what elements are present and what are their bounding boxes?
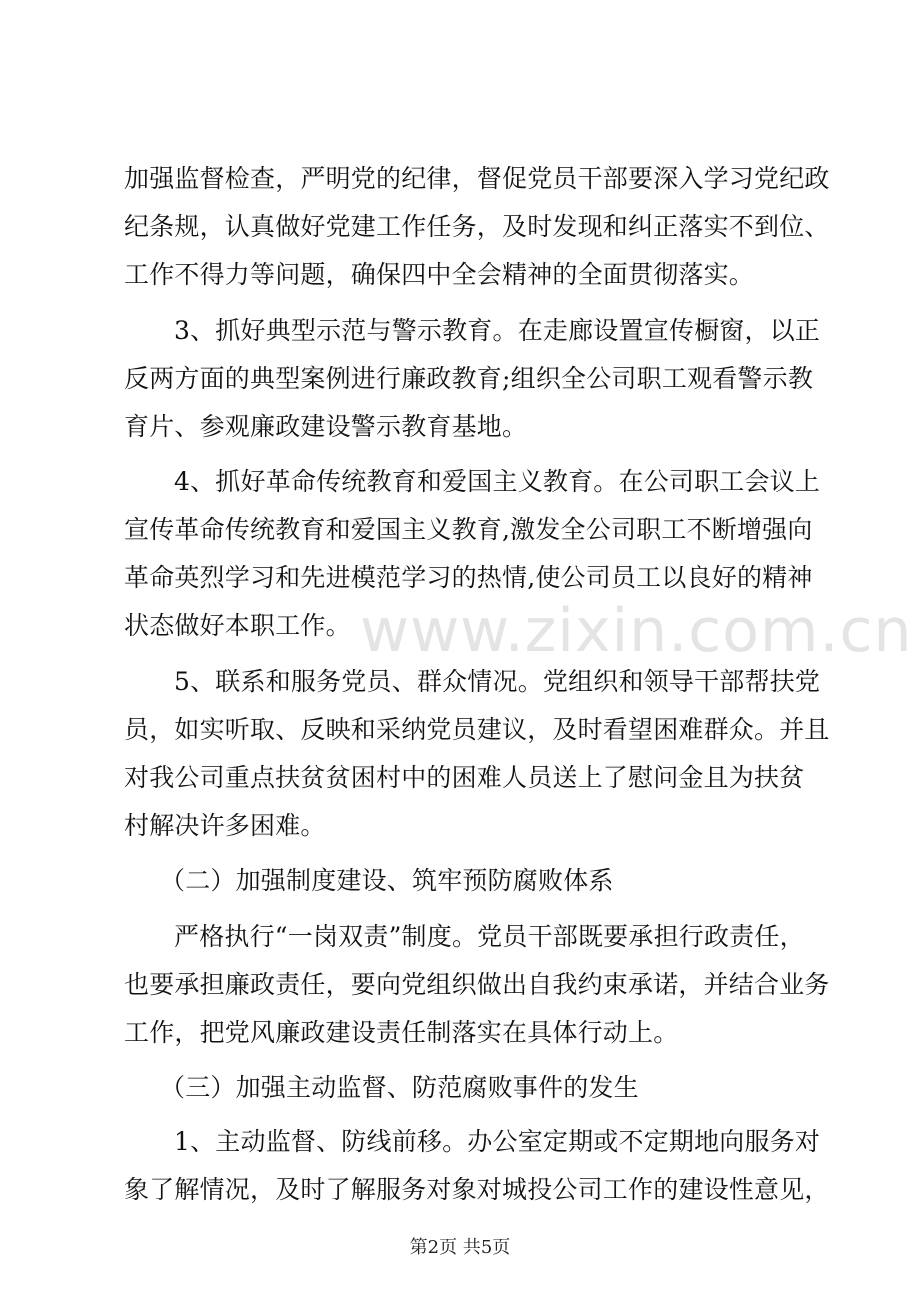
text-line: 也要承担廉政责任，要向党组织做出自我约束承诺，并结合业务	[124, 970, 830, 999]
text-line: 纪条规，认真做好党建工作任务，及时发现和纠正落实不到位、	[124, 212, 830, 241]
page-footer: 第2页 共5页	[409, 1237, 511, 1258]
text-line: 村解决许多困难。	[124, 811, 326, 840]
text-line: 3、抓好典型示范与警示教育。在走廊设置宣传橱窗，以正	[174, 316, 821, 345]
text-line: 员，如实听取、反映和采纳党员建议，及时看望困难群众。并且	[124, 715, 830, 744]
text-line: 象了解情况，及时了解服务对象对城投公司工作的建设性意见，	[124, 1175, 830, 1204]
text-line: 对我公司重点扶贫贫困村中的困难人员送上了慰问金且为扶贫	[124, 763, 805, 792]
text-line: 严格执行“一岗双责”制度。党员干部既要承担行政责任，	[174, 922, 805, 951]
text-line: 状态做好本职工作。	[124, 611, 351, 640]
text-line: 5、联系和服务党员、群众情况。党组织和领导干部帮扶党	[174, 667, 821, 696]
section-heading: （二）加强制度建设、筑牢预防腐败体系	[160, 866, 614, 895]
text-line: 1、主动监督、防线前移。办公室定期或不定期地向服务对	[174, 1127, 821, 1156]
text-line: 4、抓好革命传统教育和爱国主义教育。在公司职工会议上	[174, 467, 821, 496]
text-line: 育片、参观廉政建设警示教育基地。	[124, 412, 528, 441]
text-line: 反两方面的典型案例进行廉政教育;组织全公司职工观看警示教	[124, 364, 814, 393]
text-line: 宣传革命传统教育和爱国主义教育,激发全公司职工不断增强向	[124, 515, 813, 544]
text-line: 加强监督检查，严明党的纪律，督促党员干部要深入学习党纪政	[124, 164, 830, 193]
text-line: 工作，把党风廉政建设责任制落实在具体行动上。	[124, 1018, 679, 1047]
watermark: www.zixin.com.cn	[360, 596, 913, 666]
section-heading: （三）加强主动监督、防范腐败事件的发生	[160, 1073, 639, 1102]
text-line: 工作不得力等问题，确保四中全会精神的全面贯彻落实。	[124, 260, 755, 289]
text-line: 革命英烈学习和先进模范学习的热情,使公司员工以良好的精神	[124, 563, 813, 592]
